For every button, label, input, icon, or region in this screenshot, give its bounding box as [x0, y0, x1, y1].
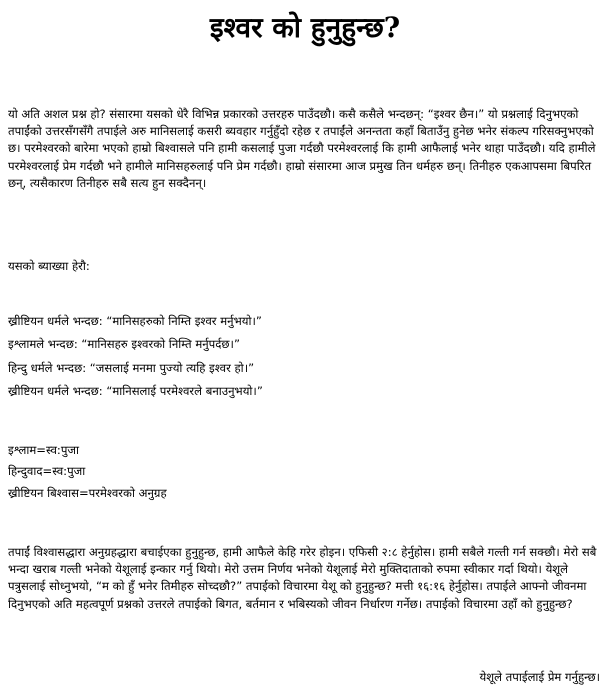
definition-christian-faith: ख्रीष्टियन बिश्वास=परमेश्वरको अनुग्रह — [8, 485, 167, 500]
quote-christianity: ख्रीष्टियन धर्मले भन्दछ: “मानिसहरुको निम्ति इश्वर मर्नुभयो।” — [8, 314, 262, 328]
page-title: इश्वर को हुनुहुन्छ? — [209, 11, 401, 44]
definition-islam: इश्लाम=स्व:पुजा — [8, 443, 80, 457]
closing-paragraph: तपाईं विश्वासद्धारा अनुग्रहद्धारा बचाईएका हुनुहुन्छ, हामी आफैले केहि गरेर होइन। एफिसी २:८ हेर्नुहोस। हामी सबैले गल्ती गर्न सक्छौ। मेरो सबै भन्दा खराब गल्ती भनेको येशूलाई इन्कार गर्नु थियो। मेरो उत्तम निर्णय भनेको येशूलाई मेरो मुक्तिदाताको रुपमा स्वीकार गर्दा थियो। येशूले पत्रुसलाई सोध्नुभयो, “म को हुँ भनेर तिमीहरु सोच्दछौ?” तपाईको विचारमा येशू को हुनुहुन्छ? मत्ती १६:१६ हेर्नुहोस। तपाईले आफ्नो जीवनमा दिनुभएको अति महत्वपूर्ण प्रश्नको उत्तरले तपाईको बिगत, बर्तमान र भबिस्यको जीवन निर्धारण गर्नेछ। तपाईको विचारमा उहाँ को हुनुहुन्छ? — [8, 545, 597, 611]
explanation-heading: यसको ब्याख्या हेरौ: — [8, 259, 90, 273]
quote-christianity-creation: ख्रीष्टियन धर्मले भन्दछ: “मानिसलाई परमेश्वरले बनाउनुभयो।” — [8, 384, 263, 399]
quote-islam: इश्लामले भन्दछ: “मानिसहरु इश्वरको निम्ति मर्नुपर्दछ।” — [8, 337, 240, 352]
intro-paragraph: यो अति अशल प्रश्न हो? संसारमा यसको धेरै विभिन्न प्रकारको उत्तरहरु पाउँदछौ। कसै कसैले भन्दछन्: “इश्वर छैन।” यो प्रश्नलाई दिनुभएको तपाईंको उत्तरसँगसँगै तपाईले अरु मानिसलाई कसरी ब्यवहार गर्नुहुँदो रहेछ र तपाईंले अनन्तता कहाँ बिताउँनु हुनेछ भनेर संकल्प गरिसक्नुभएको छ। परमेश्वरको बारेमा भएको हाम्रो बिश्वासले पनि हामी कसलाई पुजा गर्दछौ परमेश्वरलाई कि हामी आफैलाई भनेर थाहा पाउँदछौ। यदि हामीले परमेश्वरलाई प्रेम गर्दछौ भने हामीले मानिसहरुलाई पनि प्रेम गर्दछौ। हाम्रो संसारमा आज प्रमुख तिन धर्महरु छन्। तिनीहरु एकआपसमा बिपरित छन्, त्यसैकारण तिनीहरु सबै सत्य हुन सक्दैनन्। — [8, 107, 596, 190]
quote-hinduism: हिन्दु धर्मले भन्दछ: “जसलाई मनमा पुज्यो त्यहि इश्वर हो।” — [8, 360, 255, 375]
signature-line: येशूले तपाईलाई प्रेम गर्नुहुन्छ। — [479, 670, 600, 684]
definitions-list — [8, 440, 604, 504]
religion-quotes-list — [8, 310, 604, 404]
definition-hinduism: हिन्दुवाद=स्व:पुजा — [8, 464, 86, 479]
